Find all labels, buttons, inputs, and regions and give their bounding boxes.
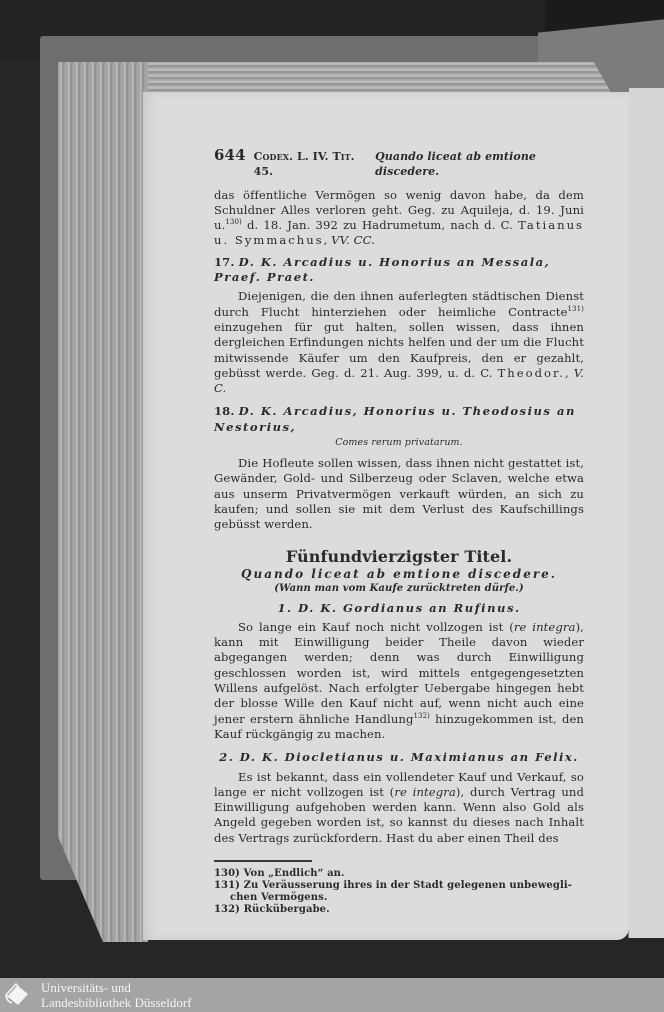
consul-suffix: , V. C. bbox=[214, 365, 584, 396]
footnote-ref-132: 132) bbox=[413, 711, 430, 720]
library-footer bbox=[0, 978, 664, 1012]
law-1-heading: 1. D. K. Gordianus an Rufinus. bbox=[277, 600, 521, 615]
running-head-title: Quando liceat ab emtione discedere. bbox=[375, 150, 537, 179]
text-span: So lange ein Kauf noch nicht vollzogen ist ( bbox=[238, 619, 514, 634]
facing-page-edge bbox=[628, 88, 664, 938]
section-title: D. K. Arcadius, Honorius u. Theodosius an Nestorius, bbox=[214, 404, 576, 434]
latin-term: re integra bbox=[513, 619, 576, 634]
institution-name bbox=[41, 980, 192, 1010]
footnote-132 bbox=[214, 904, 584, 916]
footnote-130 bbox=[214, 868, 584, 880]
law-1-body bbox=[214, 620, 584, 742]
footnote-ref-131: 131) bbox=[567, 304, 584, 313]
footnote-text: Zu Veräusserung ihres in der Stadt gelegenen unbewegli- bbox=[243, 879, 573, 891]
section-17-body bbox=[214, 289, 584, 396]
section-17-heading bbox=[214, 255, 584, 286]
page-edges-left bbox=[58, 62, 148, 942]
footnote-131 bbox=[214, 880, 584, 892]
footnote-ref-130: 130) bbox=[225, 218, 242, 227]
latin-term: re integra bbox=[394, 784, 456, 799]
consul-suffix: , VV. CC. bbox=[323, 233, 375, 248]
title-latin: Quando liceat ab emtione discedere. bbox=[241, 566, 557, 581]
footnote-text: Rückübergabe. bbox=[243, 903, 330, 915]
section-18-heading bbox=[214, 404, 584, 435]
consul-names: Theodor. bbox=[497, 365, 565, 380]
title-german: (Wann man vom Kaufe zurücktreten dürfe.) bbox=[274, 582, 524, 594]
section-18-body: Die Hofleute sollen wissen, dass ihnen nicht gestattet ist, Gewänder, Gold- und Silberzeug oder Sclaven, welche etwa aus unserm Privatvermögen verkauft würden, an sich zu kaufen; und sollen sie mit dem Verlust des Kaufschillings gebüsst werden. bbox=[214, 456, 584, 532]
running-head-codex: Codex. L. IV. Tit. 45. bbox=[253, 150, 355, 179]
running-head bbox=[214, 148, 584, 180]
text-span: hinzugekommen ist, den Kauf rückgängig zu machen. bbox=[214, 711, 584, 741]
institution-line-1: Universitäts- und bbox=[41, 980, 131, 995]
library-book-logo-icon bbox=[4, 981, 32, 1009]
section-18-subheading: Comes rerum privatarum. bbox=[335, 437, 463, 449]
section-title: D. K. Arcadius u. Honorius an Messala, Praef. Praet. bbox=[214, 254, 551, 285]
law-2-body bbox=[214, 770, 584, 846]
text-span: Diejenigen, die den ihnen auferlegten städtischen Dienst durch Flucht hinterziehen oder heimliche Contracte bbox=[214, 289, 584, 319]
text-span: Es ist bekannt, dass ein vollendeter Kauf und Verkauf, so lange er nicht vollzogen ist ( bbox=[214, 769, 584, 799]
text-span: einzugehen für gut halten, sollen wissen, dass ihnen dergleichen Erfindungen nichts helfen und der um die Flucht mitwissende Käufer um den Kaufpreis, den er gezahlt, gebüsst werde. Geg. d. 21. Aug. 399, u. d. C. bbox=[214, 319, 584, 380]
title-heading: Fünfundvierzigster Titel. bbox=[285, 546, 513, 566]
text-span: d. 18. Jan. 392 zu Hadrumetum, nach d. C. bbox=[241, 218, 519, 233]
footnote-131-continued: chen Vermögens. bbox=[230, 891, 328, 903]
text-span: ), durch Vertrag und Einwilligung aufgehoben werden kann. Wenn also Gold als Angeld gegeben worden ist, so kannst du dieses nach Inhalt des Vertrags zurückfordern. Hast du aber einen Theil des bbox=[214, 784, 584, 845]
law-2-heading: 2. D. K. Diocletianus u. Maximianus an Felix. bbox=[219, 750, 579, 765]
text-span: das öffentliche Vermögen so wenig davon habe, da dem Schuldner Alles verloren geht. Geg. zu Aquileja, d. 19. Juni u. bbox=[214, 187, 584, 233]
page-number: 644 bbox=[214, 146, 246, 164]
footnote-divider bbox=[214, 860, 312, 862]
consul-names: Tatianus u. Symmachus bbox=[214, 218, 584, 248]
institution-line-2: Landesbibliothek Düsseldorf bbox=[41, 995, 192, 1010]
continuation-paragraph bbox=[214, 188, 584, 249]
footnote-number: 131) bbox=[214, 879, 241, 891]
footnote-number: 130) bbox=[214, 867, 241, 879]
footnote-number: 132) bbox=[214, 903, 241, 915]
text-span: ), kann mit Einwilligung beider Theile davon wieder abgegangen werden; denn was durch Einwilligung geschlossen worden ist, wird mittels entgegengesetzten Willens aufgelöst. Nach erfolgter Uebergabe hingegen hebt der blosse Wille den Kauf nicht auf, wenn nicht auch eine jener erstern ähnliche Handlung bbox=[214, 619, 584, 726]
page-text bbox=[214, 148, 584, 916]
section-number: 18. bbox=[214, 404, 239, 419]
footnote-text: Von „Endlich“ an. bbox=[243, 867, 345, 879]
section-number: 17. bbox=[214, 254, 239, 269]
